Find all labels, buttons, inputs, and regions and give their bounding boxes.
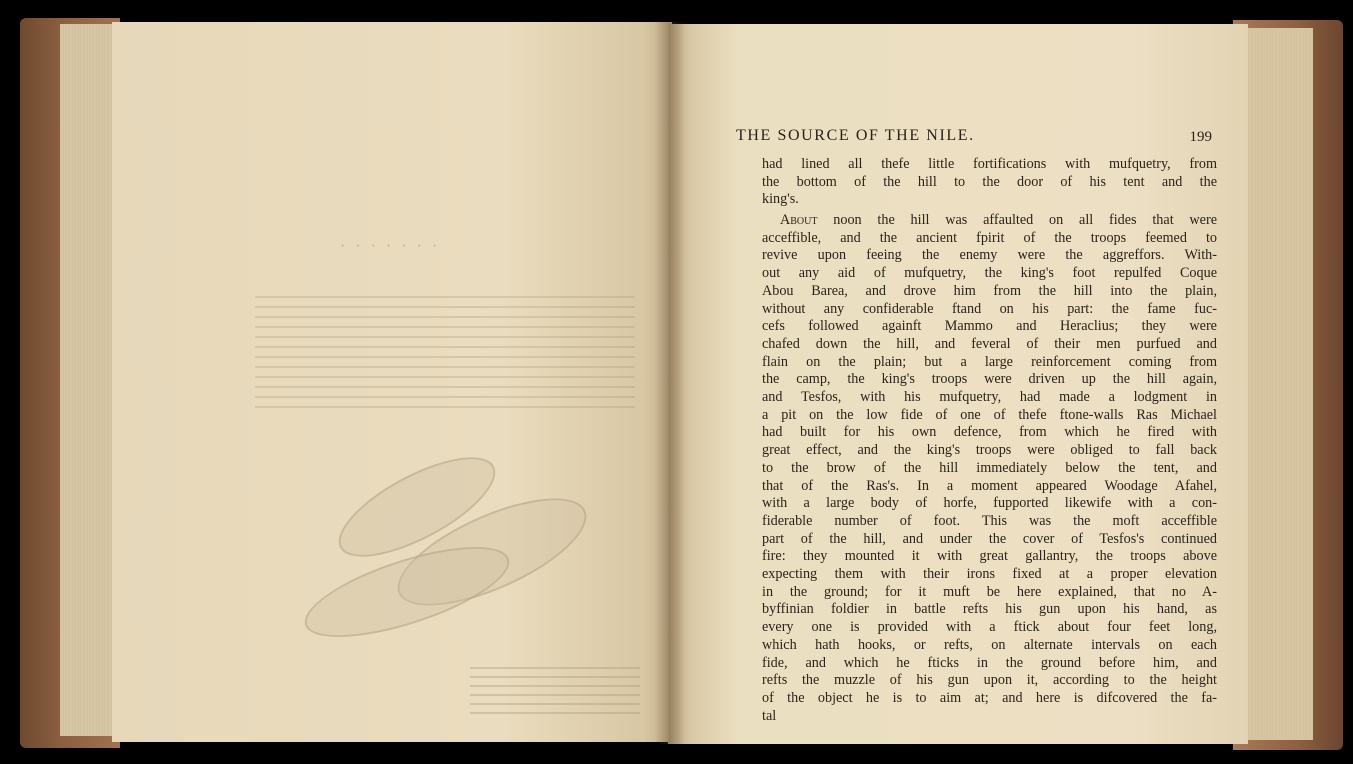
paragraph-1 <box>762 156 1217 209</box>
text-line: without any confiderable ftand on his part: the fame fuc- <box>762 300 1217 317</box>
text-line: flain on the plain; but a large reinforcement coming from <box>762 353 1217 370</box>
running-head <box>722 127 1212 149</box>
ghost-map-notes <box>470 660 640 720</box>
text-line: which hath hooks, or refts, on alternate intervals on each <box>762 636 1217 653</box>
text-line: in the ground; for it muft be here explained, that no A- <box>762 583 1217 600</box>
text-line: expecting them with their irons fixed at a proper elevation <box>762 566 1217 583</box>
text-line: with a large body of horfe, fupported likewife with a con- <box>762 495 1217 512</box>
text-line: refts the muzzle of his gun upon it, according to the height <box>762 672 1217 689</box>
text-line: had built for his own defence, from which he fired with <box>762 424 1217 441</box>
text-line: fide, and which he fticks in the ground before him, and <box>762 654 1217 671</box>
paragraph-lead-word: About <box>780 212 818 228</box>
text-line: to the brow of the hill immediately below the tent, and <box>762 459 1217 476</box>
text-line: had lined all thefe little fortifications with mufquetry, from <box>762 156 1217 172</box>
text-line: revive upon feeing the enemy were the aggreffors. With- <box>762 247 1217 264</box>
book-gutter <box>655 22 685 744</box>
text-line: every one is provided with a ftick about four feet long, <box>762 619 1217 636</box>
page-edges-right <box>1243 28 1313 740</box>
text-line: byffinian foldier in battle refts his gun upon his hand, as <box>762 601 1217 618</box>
text-line-rest: noon the hill was affaulted on all fides that were <box>817 212 1217 228</box>
running-head-title: THE SOURCE OF THE NILE. <box>736 127 975 144</box>
text-line: and Tesfos, with his mufquetry, had made a lodgment in <box>762 389 1217 406</box>
text-line: chafed down the hill, and feveral of their men purfued and <box>762 335 1217 352</box>
ghost-plate-explanation <box>255 288 635 408</box>
page-edges-left <box>60 24 120 736</box>
text-line: the bottom of the hill to the door of his tent and the <box>762 173 1217 190</box>
text-line: part of the hill, and under the cover of Tesfos's continued <box>762 530 1217 547</box>
text-line: acceffible, and the ancient fpirit of the troops feemed to <box>762 229 1217 246</box>
paragraph-2 <box>762 212 1217 725</box>
text-line: king's. <box>762 191 799 208</box>
text-line: a pit on the low fide of one of thefe ftone-walls Ras Michael <box>762 406 1217 423</box>
text-line: fire: they mounted it with great gallantry, the troops above <box>762 548 1217 565</box>
text-line: of the object he is to aim at; and here is difcovered the fa- <box>762 689 1217 706</box>
text-line: out any aid of mufquetry, the king's foot repulfed Coque <box>762 265 1217 282</box>
catchword: tal <box>762 707 777 724</box>
ghost-plate-title: ······· <box>340 238 448 255</box>
text-line: fiderable number of foot. This was the moft acceffible <box>762 512 1217 529</box>
text-line: Abou Barea, and drove him from the hill into the plain, <box>762 282 1217 299</box>
text-line-first <box>762 212 1217 230</box>
page-number: 199 <box>1189 129 1212 145</box>
text-line: the camp, the king's troops were driven up the hill again, <box>762 371 1217 388</box>
text-line: cefs followed againft Mammo and Heraclius; they were <box>762 318 1217 335</box>
text-line: great effect, and the king's troops were obliged to fall back <box>762 442 1217 459</box>
text-line: that of the Ras's. In a moment appeared Woodage Afahel, <box>762 477 1217 494</box>
